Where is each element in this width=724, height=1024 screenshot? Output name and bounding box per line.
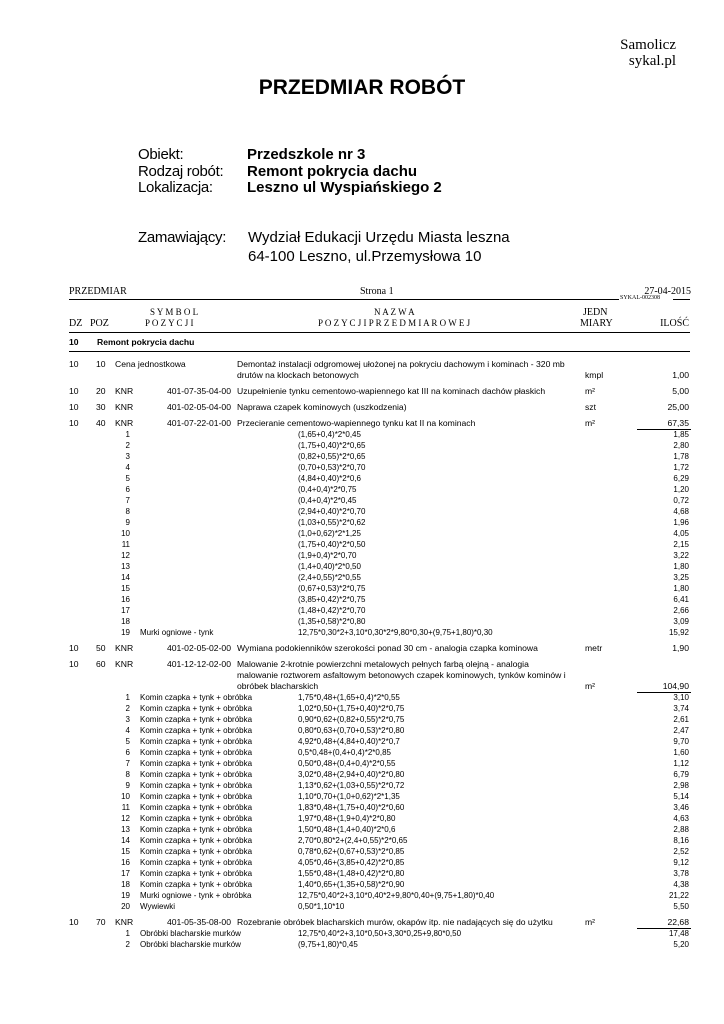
measurement-value: 4,68 (673, 507, 689, 516)
measurement-value: 1,80 (673, 562, 689, 571)
position-type: KNR (115, 386, 134, 396)
measurement-value: 6,79 (673, 770, 689, 779)
obiekt-label: Obiekt: (138, 146, 184, 163)
measurement-value: 3,22 (673, 551, 689, 560)
measurement-row (0, 539, 724, 550)
col-ilosc: ILOŚĆ (660, 318, 689, 329)
measurement-row (0, 758, 724, 769)
measurement-number: 1 (125, 693, 130, 702)
measurement-row (0, 824, 724, 835)
measurement-value: 21,22 (668, 891, 689, 900)
measurement-formula: 4,05*0,46+(3,85+0,42)*2*0,85 (298, 858, 405, 867)
measurement-label: Obróbki blacharskie murków (140, 929, 241, 938)
col-symbol-2: P O Z Y C J I (145, 318, 194, 328)
measurement-label: Komin czapka + tynk + obróbka (140, 847, 253, 856)
measurement-value: 2,80 (673, 441, 689, 450)
position-description: Uzupełnienie tynku cementowo-wapiennego kat III na kominach dachów płaskich (237, 386, 546, 396)
position-type: KNR (115, 418, 134, 428)
measurement-formula: (1,4+0,40)*2*0,50 (298, 562, 361, 571)
measurement-number: 5 (125, 737, 130, 746)
position-description: Demontaż instalacji odgromowej ułożonej na pokryciu dachowym i kominach - 320 mb (237, 359, 565, 369)
measurement-number: 14 (121, 573, 130, 582)
measurement-formula: 1,40*0,65+(1,35+0,58)*2*0,90 (298, 880, 405, 889)
measurement-number: 13 (121, 825, 130, 834)
measurement-formula: (1,0+0,62)*2*1,25 (298, 529, 361, 538)
header-code: SYKAL-002308 (620, 295, 660, 301)
measurement-formula: 0,50*0,48+(0,4+0,4)*2*0,55 (298, 759, 396, 768)
position-poz: 30 (96, 402, 106, 412)
measurement-value: 1,12 (673, 759, 689, 768)
section-title: Remont pokrycia dachu (97, 337, 195, 347)
measurement-value: 1,20 (673, 485, 689, 494)
measurement-value: 5,20 (673, 940, 689, 949)
measurement-number: 18 (121, 617, 130, 626)
measurement-row (0, 791, 724, 802)
measurement-value: 0,72 (673, 496, 689, 505)
measurement-row (0, 939, 724, 950)
measurement-formula: 1,83*0,48+(1,75+0,40)*2*0,60 (298, 803, 405, 812)
measurement-label: Komin czapka + tynk + obróbka (140, 814, 253, 823)
zamawiajacy-line1: Wydział Edukacji Urzędu Miasta leszna (248, 229, 510, 246)
col-poz: POZ (90, 318, 109, 329)
position-quantity: 104,90 (662, 681, 689, 691)
measurement-value: 4,38 (673, 880, 689, 889)
measurement-formula: (0,67+0,53)*2*0,75 (298, 584, 366, 593)
position-quantity: 25,00 (667, 402, 689, 412)
position-dz: 10 (69, 386, 79, 396)
position-description: malowanie roztworem asfaltowym betonowych czapek kominowych, tynków kominów i (237, 670, 566, 680)
measurement-value: 1,85 (673, 430, 689, 439)
measurement-number: 3 (125, 452, 130, 461)
position-code: 401-02-05-02-00 (166, 643, 231, 653)
measurement-number: 18 (121, 880, 130, 889)
measurement-number: 13 (121, 562, 130, 571)
measurement-number: 12 (121, 551, 130, 560)
measurement-label: Obróbki blacharskie murków (140, 940, 241, 949)
measurement-label: Komin czapka + tynk + obróbka (140, 770, 253, 779)
measurement-row (0, 901, 724, 912)
measurement-formula: (1,65+0,4)*2*0,45 (298, 430, 361, 439)
measurement-row (0, 506, 724, 517)
measurement-formula: 2,70*0,80*2+(2,4+0,55)*2*0,65 (298, 836, 408, 845)
measurement-row (0, 692, 724, 703)
measurement-row (0, 846, 724, 857)
col-jedn-2: MIARY (580, 318, 613, 329)
position-code: 401-02-05-04-00 (166, 402, 231, 412)
measurement-label: Komin czapka + tynk + obróbka (140, 825, 253, 834)
measurement-value: 1,80 (673, 584, 689, 593)
measurement-label: Komin czapka + tynk + obróbka (140, 726, 253, 735)
measurement-formula: 0,90*0,62+(0,82+0,55)*2*0,75 (298, 715, 405, 724)
measurement-label: Komin czapka + tynk + obróbka (140, 858, 253, 867)
measurement-row (0, 769, 724, 780)
measurement-row (0, 517, 724, 528)
measurement-row (0, 835, 724, 846)
measurement-number: 1 (125, 929, 130, 938)
measurement-number: 11 (121, 540, 130, 549)
measurement-number: 9 (125, 518, 130, 527)
measurement-value: 2,88 (673, 825, 689, 834)
position-row (0, 659, 724, 692)
measurement-row (0, 462, 724, 473)
position-row (0, 917, 724, 928)
position-code: 401-12-12-02-00 (166, 659, 231, 669)
position-description: Przecieranie cementowo-wapiennego tynku kat II na kominach (237, 418, 476, 428)
measurement-formula: (0,4+0,4)*2*0,45 (298, 496, 357, 505)
measurement-label: Murki ogniowe - tynk + obróbka (140, 891, 252, 900)
measurement-row (0, 550, 724, 561)
measurement-row (0, 627, 724, 638)
measurement-formula: (9,75+1,80)*0,45 (298, 940, 358, 949)
measurement-row (0, 484, 724, 495)
measurement-number: 6 (125, 748, 130, 757)
position-description: Wymiana podokienników szerokości ponad 30 cm - analogia czapka kominowa (237, 643, 538, 653)
measurement-value: 3,09 (673, 617, 689, 626)
header-page-number: Strona 1 (360, 286, 394, 297)
measurement-number: 4 (125, 463, 130, 472)
measurement-formula: 12,75*0,40*2+3,10*0,40*2+9,80*0,40+(9,75+1,80)*0,40 (298, 891, 495, 900)
measurement-number: 20 (121, 902, 130, 911)
measurement-formula: 4,92*0,48+(4,84+0,40)*2*0,7 (298, 737, 400, 746)
measurement-number: 17 (121, 869, 130, 878)
lokalizacja-label: Lokalizacja: (138, 179, 213, 196)
measurement-formula: 1,13*0,62+(1,03+0,55)*2*0,72 (298, 781, 405, 790)
measurement-number: 15 (121, 847, 130, 856)
column-header-rule (69, 332, 690, 333)
position-quantity: 1,00 (672, 370, 689, 380)
measurement-row (0, 616, 724, 627)
measurement-label: Komin czapka + tynk + obróbka (140, 715, 253, 724)
col-nazwa-2: P O Z Y C J I P R Z E D M I A R O W E J (318, 318, 471, 328)
measurement-row (0, 495, 724, 506)
measurement-label: Komin czapka + tynk + obróbka (140, 759, 253, 768)
measurement-number: 15 (121, 584, 130, 593)
measurement-formula: (1,75+0,40)*2*0,50 (298, 540, 366, 549)
measurement-formula: (1,35+0,58)*2*0,80 (298, 617, 366, 626)
measurement-value: 4,05 (673, 529, 689, 538)
measurement-number: 6 (125, 485, 130, 494)
position-code: 401-07-22-01-00 (166, 418, 231, 428)
measurement-row (0, 714, 724, 725)
measurement-label: Komin czapka + tynk + obróbka (140, 737, 253, 746)
position-type: KNR (115, 917, 134, 927)
measurement-value: 3,78 (673, 869, 689, 878)
position-code: 401-05-35-08-00 (166, 917, 231, 927)
measurement-row (0, 561, 724, 572)
measurement-number: 16 (121, 595, 130, 604)
measurement-value: 8,16 (673, 836, 689, 845)
measurement-number: 2 (125, 704, 130, 713)
measurement-number: 9 (125, 781, 130, 790)
measurement-formula: (3,85+0,42)*2*0,75 (298, 595, 366, 604)
col-symbol-1: S Y M B O L (150, 307, 199, 317)
measurement-formula: 0,50*1,10*10 (298, 902, 345, 911)
measurement-formula: (0,4+0,4)*2*0,75 (298, 485, 357, 494)
measurement-value: 4,63 (673, 814, 689, 823)
position-row (0, 402, 724, 413)
position-dz: 10 (69, 359, 79, 369)
header-przedmiar: PRZEDMIAR (69, 286, 127, 297)
position-description: Naprawa czapek kominowych (uszkodzenia) (237, 402, 407, 412)
measurement-value: 3,10 (673, 693, 689, 702)
measurement-number: 7 (125, 496, 130, 505)
measurement-value: 3,25 (673, 573, 689, 582)
measurement-number: 3 (125, 715, 130, 724)
lokalizacja-value: Leszno ul Wyspiańskiego 2 (247, 179, 442, 196)
position-row (0, 643, 724, 654)
position-unit: m² (585, 681, 596, 691)
measurement-label: Komin czapka + tynk + obróbka (140, 792, 253, 801)
measurement-number: 11 (121, 803, 130, 812)
position-quantity: 5,00 (672, 386, 689, 396)
position-poz: 70 (96, 917, 106, 927)
position-unit: metr (585, 643, 603, 653)
measurement-formula: (0,82+0,55)*2*0,65 (298, 452, 366, 461)
measurement-number: 19 (121, 628, 130, 637)
measurement-label: Komin czapka + tynk + obróbka (140, 748, 253, 757)
measurement-value: 9,70 (673, 737, 689, 746)
measurement-value: 2,66 (673, 606, 689, 615)
measurement-formula: 12,75*0,30*2+3,10*0,30*2*9,80*0,30+(9,75+1,80)*0,30 (298, 628, 493, 637)
measurement-label: Wywiewki (140, 902, 176, 911)
measurement-value: 2,98 (673, 781, 689, 790)
measurement-label: Murki ogniowe - tynk (140, 628, 214, 637)
measurement-value: 2,52 (673, 847, 689, 856)
position-poz: 60 (96, 659, 106, 669)
measurement-formula: (1,48+0,42)*2*0,70 (298, 606, 366, 615)
position-dz: 10 (69, 643, 79, 653)
measurement-value: 15,92 (668, 628, 689, 637)
position-quantity: 1,90 (672, 643, 689, 653)
measurement-row (0, 736, 724, 747)
measurement-value: 1,60 (673, 748, 689, 757)
measurement-row (0, 868, 724, 879)
position-type: Cena jednostkowa (115, 359, 186, 369)
measurement-formula: (1,03+0,55)*2*0,62 (298, 518, 366, 527)
measurement-label: Komin czapka + tynk + obróbka (140, 836, 253, 845)
measurement-number: 8 (125, 507, 130, 516)
position-unit: szt (585, 402, 596, 412)
measurement-row (0, 802, 724, 813)
zamawiajacy-label: Zamawiający: (138, 229, 227, 246)
measurement-formula: 12,75*0,40*2+3,10*0,50+3,30*0,25+9,80*0,50 (298, 929, 462, 938)
measurement-label: Komin czapka + tynk + obróbka (140, 869, 253, 878)
measurement-number: 19 (121, 891, 130, 900)
measurement-row (0, 528, 724, 539)
position-type: KNR (115, 659, 134, 669)
measurement-value: 5,50 (673, 902, 689, 911)
measurement-formula: (0,70+0,53)*2*0,70 (298, 463, 366, 472)
corner-note-1: Samolicz (620, 37, 676, 53)
measurement-row (0, 780, 724, 791)
position-description: Malowanie 2-krotnie powierzchni metalowych pełnych farbą olejną - analogia (237, 659, 529, 669)
measurement-value: 2,61 (673, 715, 689, 724)
measurement-row (0, 429, 724, 440)
measurement-value: 1,78 (673, 452, 689, 461)
measurement-formula: 1,10*0,70+(1,0+0,62)*2*1,35 (298, 792, 400, 801)
measurement-formula: (4,84+0,40)*2*0,6 (298, 474, 361, 483)
measurement-number: 2 (125, 940, 130, 949)
header-date: 27-04-2015 (644, 286, 691, 297)
measurement-row (0, 605, 724, 616)
col-nazwa-1: N A Z W A (374, 307, 415, 317)
measurement-formula: (1,75+0,40)*2*0,65 (298, 441, 366, 450)
measurement-value: 2,47 (673, 726, 689, 735)
position-quantity: 22,68 (667, 917, 689, 927)
measurement-formula: 1,02*0,50+(1,75+0,40)*2*0,75 (298, 704, 405, 713)
measurement-number: 16 (121, 858, 130, 867)
obiekt-value: Przedszkole nr 3 (247, 146, 366, 163)
corner-note-2: sykal.pl (628, 53, 676, 69)
position-unit: m² (585, 418, 596, 428)
position-type: KNR (115, 643, 134, 653)
measurement-row (0, 928, 724, 939)
position-poz: 10 (96, 359, 106, 369)
measurement-value: 6,41 (673, 595, 689, 604)
measurement-row (0, 703, 724, 714)
zamawiajacy-line2: 64-100 Leszno, ul.Przemysłowa 10 (248, 248, 482, 265)
section-dz: 10 (69, 337, 79, 347)
measurement-number: 4 (125, 726, 130, 735)
position-type: KNR (115, 402, 134, 412)
measurement-value: 6,29 (673, 474, 689, 483)
measurement-value: 17,48 (668, 929, 689, 938)
measurement-row (0, 813, 724, 824)
measurement-row (0, 879, 724, 890)
measurement-formula: (2,4+0,55)*2*0,55 (298, 573, 361, 582)
measurement-formula: 1,55*0,48+(1,48+0,42)*2*0,80 (298, 869, 405, 878)
positions-list (0, 359, 724, 950)
col-dz: DZ (69, 318, 83, 329)
position-unit: m² (585, 386, 596, 396)
measurement-value: 9,12 (673, 858, 689, 867)
position-poz: 50 (96, 643, 106, 653)
col-jedn-1: JEDN (583, 307, 608, 318)
position-row (0, 386, 724, 397)
measurement-formula: (1,9+0,4)*2*0,70 (298, 551, 357, 560)
rodzaj-value: Remont pokrycia dachu (247, 163, 418, 180)
measurement-number: 7 (125, 759, 130, 768)
header-rule (69, 299, 619, 300)
measurement-row (0, 440, 724, 451)
header-rule-end (673, 299, 690, 300)
measurement-formula: 3,02*0,48+(2,94+0,40)*2*0,80 (298, 770, 405, 779)
measurement-label: Komin czapka + tynk + obróbka (140, 704, 253, 713)
rodzaj-label: Rodzaj robót: (138, 163, 224, 180)
position-dz: 10 (69, 402, 79, 412)
measurement-number: 2 (125, 441, 130, 450)
position-poz: 40 (96, 418, 106, 428)
position-poz: 20 (96, 386, 106, 396)
measurement-value: 3,46 (673, 803, 689, 812)
measurement-row (0, 857, 724, 868)
measurement-number: 10 (121, 529, 130, 538)
measurement-number: 17 (121, 606, 130, 615)
measurement-formula: 0,78*0,62+(0,67+0,53)*2*0,85 (298, 847, 405, 856)
page-title: PRZEDMIAR ROBÓT (258, 76, 466, 99)
measurement-formula: (2,94+0,40)*2*0,70 (298, 507, 366, 516)
measurement-value: 1,96 (673, 518, 689, 527)
position-description: drutów na klockach betonowych (237, 370, 359, 380)
position-code: 401-07-35-04-00 (166, 386, 231, 396)
measurement-number: 1 (125, 430, 130, 439)
measurement-label: Komin czapka + tynk + obróbka (140, 693, 253, 702)
measurement-number: 12 (121, 814, 130, 823)
measurement-row (0, 747, 724, 758)
measurement-formula: 1,50*0,48+(1,4+0,40)*2*0,6 (298, 825, 396, 834)
measurement-row (0, 890, 724, 901)
position-dz: 10 (69, 917, 79, 927)
measurement-value: 2,15 (673, 540, 689, 549)
measurement-value: 1,72 (673, 463, 689, 472)
measurement-row (0, 473, 724, 484)
measurement-formula: 1,75*0,48+(1,65+0,4)*2*0,55 (298, 693, 400, 702)
measurement-formula: 0,5*0,48+(0,4+0,4)*2*0,85 (298, 748, 391, 757)
measurement-number: 5 (125, 474, 130, 483)
measurement-label: Komin czapka + tynk + obróbka (140, 803, 253, 812)
measurement-row (0, 572, 724, 583)
section-rule (69, 351, 690, 352)
measurement-number: 14 (121, 836, 130, 845)
position-row (0, 418, 724, 429)
measurement-row (0, 725, 724, 736)
measurement-value: 3,74 (673, 704, 689, 713)
position-dz: 10 (69, 659, 79, 669)
position-description: obróbek blacharskich (237, 681, 319, 691)
measurement-row (0, 594, 724, 605)
position-row (0, 359, 724, 381)
position-quantity: 67,35 (667, 418, 689, 428)
position-description: Rozebranie obróbek blacharskich murów, okapów itp. nie nadających się do użytku (237, 917, 553, 927)
position-unit: kmpl (585, 370, 604, 380)
measurement-formula: 1,97*0,48+(1,9+0,4)*2*0,80 (298, 814, 396, 823)
measurement-label: Komin czapka + tynk + obróbka (140, 781, 253, 790)
position-unit: m² (585, 917, 596, 927)
measurement-row (0, 451, 724, 462)
measurement-row (0, 583, 724, 594)
position-dz: 10 (69, 418, 79, 428)
measurement-formula: 0,80*0,63+(0,70+0,53)*2*0,80 (298, 726, 405, 735)
measurement-value: 5,14 (673, 792, 689, 801)
measurement-number: 8 (125, 770, 130, 779)
measurement-number: 10 (121, 792, 130, 801)
measurement-label: Komin czapka + tynk + obróbka (140, 880, 253, 889)
